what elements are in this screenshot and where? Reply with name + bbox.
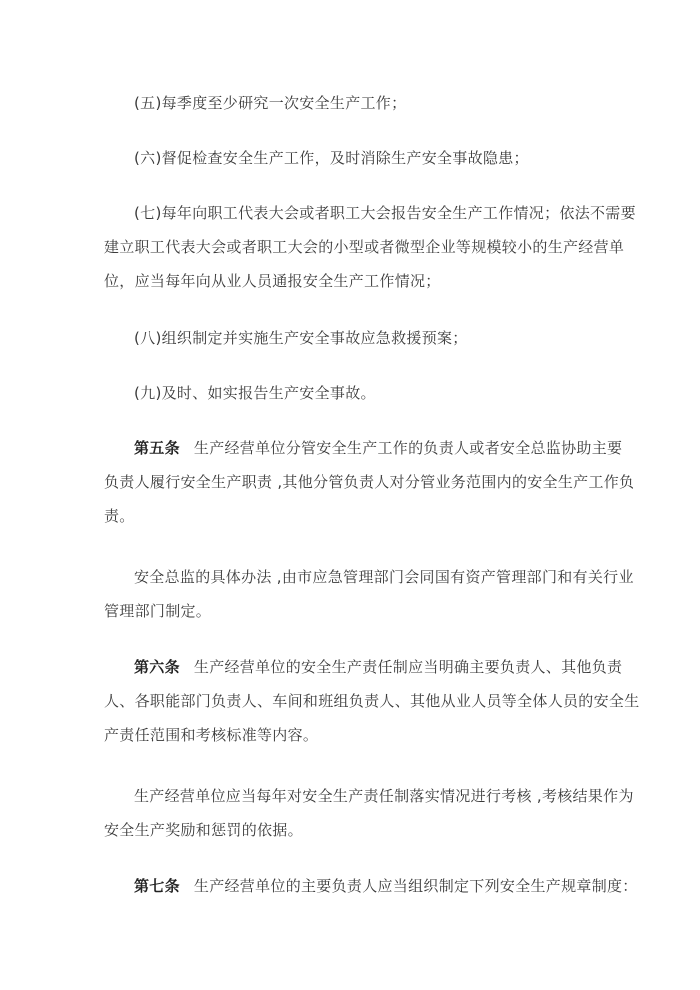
article-7-paragraph [104,869,638,903]
article-5-paragraph [104,431,635,533]
text-line [104,431,623,465]
text-line: 责。 [104,507,135,525]
text-line: 安全生产奖励和惩罚的依据。 [104,821,303,839]
text-line [104,869,638,903]
article-5-label: 第五条 [134,439,180,457]
text-line: 负责人履行安全生产职责 ,其他分管负责人对分管业务范围内的安全生产工作负 [104,473,635,491]
paragraph-item-8 [104,321,604,355]
text-line: (五)每季度至少研究一次安全生产工作； [134,94,407,112]
article-5-text: 生产经营单位分管安全生产工作的负责人或者安全总监协助主要 [193,439,623,457]
text-line: 安全总监的具体办法 ,由市应急管理部门会同国有资产管理部门和有关行业 [134,568,634,586]
text-line: 人、各职能部门负责人、车间和班组负责人、其他从业人员等全体人员的安全生 [104,692,640,710]
paragraph-assessment [104,779,634,847]
text-line: 建立职工代表大会或者职工大会的小型或者微型企业等规模较小的生产经营单 [104,238,625,256]
text-line: (六)督促检查安全生产工作，及时消除生产安全事故隐患； [134,149,529,167]
paragraph-item-6 [104,141,604,175]
paragraph-item-5 [104,86,604,120]
text-line: (七)每年向职工代表大会或者职工大会报告安全生产工作情况；依法不需要 [134,204,636,222]
text-line: 管理部门制定。 [104,602,212,620]
article-7-label: 第七条 [134,877,180,895]
paragraph-item-9 [104,376,604,410]
article-6-label: 第六条 [134,658,180,676]
article-6-text: 生产经营单位的安全生产责任制应当明确主要负责人、其他负责 [193,658,623,676]
paragraph-safety-director [104,560,634,628]
article-6-paragraph [104,650,640,752]
text-line: 产责任范围和考核标准等内容。 [104,726,319,744]
article-7-text: 生产经营单位的主要负责人应当组织制定下列安全生产规章制度： [193,877,638,895]
text-line: 位，应当每年向从业人员通报安全生产工作情况； [104,272,441,290]
text-line: 生产经营单位应当每年对安全生产责任制落实情况进行考核 ,考核结果作为 [134,787,634,805]
text-line [104,650,623,684]
text-line: (九)及时、如实报告生产安全事故。 [134,384,376,402]
paragraph-item-7 [104,196,636,298]
text-line: (八)组织制定并实施生产安全事故应急救援预案； [134,329,468,347]
